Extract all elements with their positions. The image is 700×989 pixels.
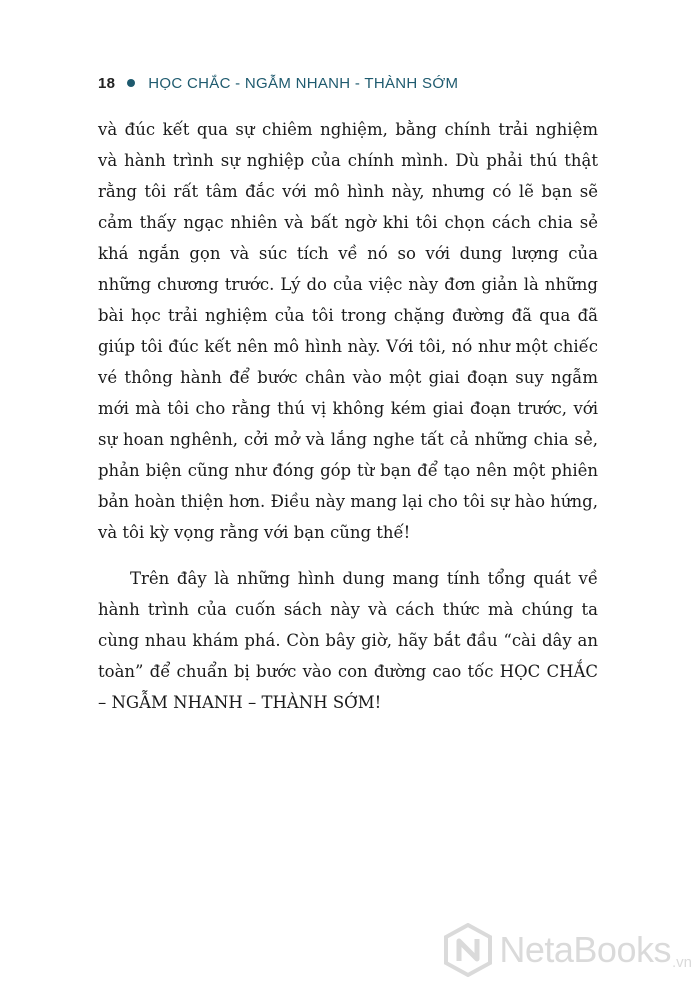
page-number: 18 [98,74,116,92]
watermark [443,923,692,977]
book-title: HỌC CHẮC - NGẪM NHANH - THÀNH SỚM [148,74,459,92]
body-text [98,114,598,718]
netabooks-logo-icon [443,923,493,977]
paragraph-2: Trên đây là những hình dung mang tính tổng quát về hành trình của cuốn sách này và cách thức mà chúng ta cùng nhau khám phá. Còn bây giờ, hãy bắt đầu “cài dây an toàn” để chuẩn bị bước vào con đường cao tốc HỌC CHẮC – NGẪM NHANH – THÀNH SỚM! [98,569,598,712]
paragraph-1: và đúc kết qua sự chiêm nghiệm, bằng chính trải nghiệm và hành trình sự nghiệp của chính mình. Dù phải thú thật rằng tôi rất tâm đắc với mô hình này, nhưng có lẽ bạn sẽ cảm thấy ngạc nhiên và bất ngờ khi tôi chọn cách chia sẻ khá ngắn gọn và súc tích về nó so với dung lượng của những chương trước. Lý do của việc này đơn giản là những bài học trải nghiệm của tôi trong chặng đường đã qua đã giúp tôi đúc kết nên mô hình này. Với tôi, nó như một chiếc vé thông hành để bước chân vào một giai đoạn suy ngẫm mới mà tôi cho rằng thú vị không kém giai đoạn trước, với sự hoan nghênh, cởi mở và lắng nghe tất cả những chia sẻ, phản biện cũng như đóng góp từ bạn để tạo nên một phiên bản hoàn thiện hơn. Điều này mang lại cho tôi sự hào hứng, và tôi kỳ vọng rằng với bạn cũng thế! [98,120,598,542]
running-header [98,70,458,96]
watermark-brand: NetaBooks [499,929,671,970]
watermark-suffix: .vn [671,954,692,971]
bullet-dot-icon [127,79,135,87]
